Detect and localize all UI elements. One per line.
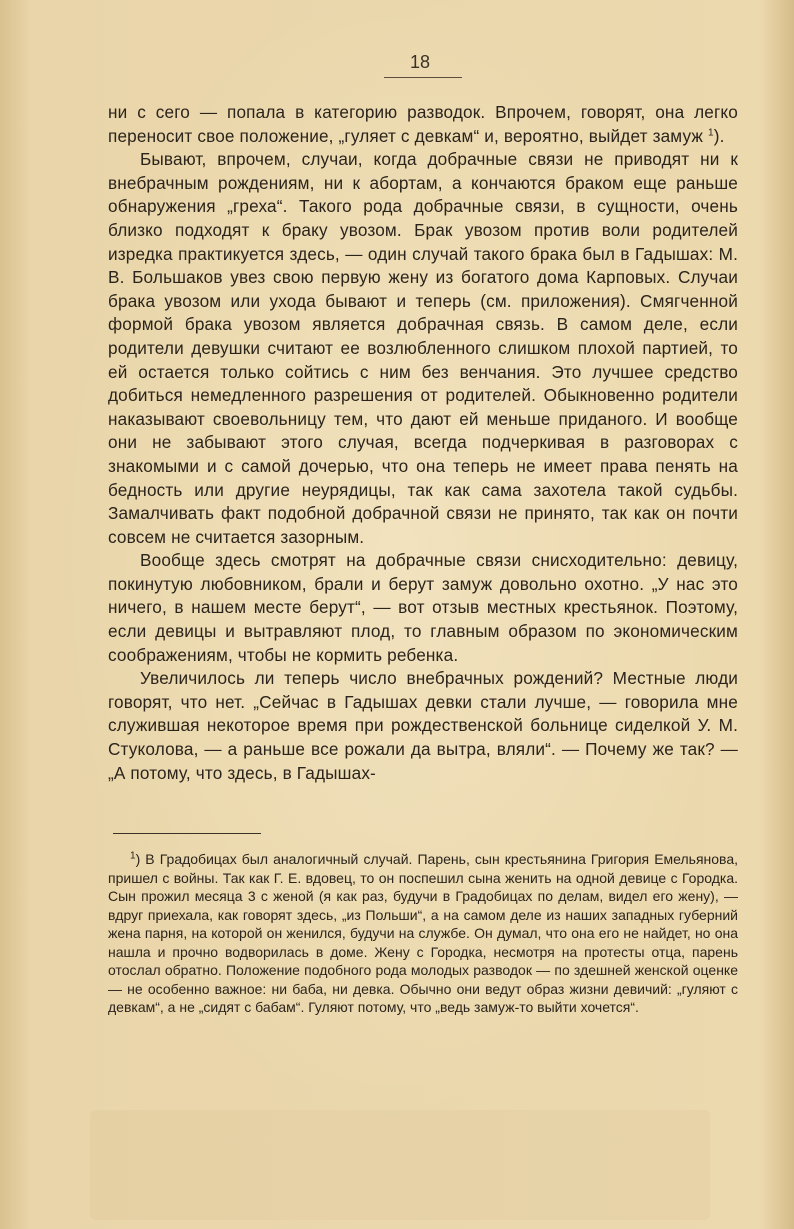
page-number: 18	[409, 52, 431, 72]
paragraph: Бывают, впрочем, случаи, когда добрачные связи не приводят ни к внебрачным рождениям, ни к абортам, а кончаются браком еще раньше обнаружения „греха“. Такого рода добрачные связи, в сущности, очень близко подходят к браку увозом. Брак увозом против воли родителей изредка практикуется здесь, — один случай такого брака был в Гадышах: М. В. Большаков увез свою первую жену из богатого дома Карповых. Случаи брака увозом или ухода бывают и теперь (см. приложения). Смягченной формой брака увозом является добрачная связь. В самом деле, если родители девушки считают ее возлюбленного слишком плохой партией, то ей остается только сойтись с ним без венчания. Это лучшее средство добиться немедленного разрешения от родителей. Обыкновенно родители наказывают своевольницу тем, что дают ей меньше приданого. И вообще они не забывают этого случая, всегда подчеркивая в разговорах с знакомыми и с самой дочерью, что она теперь не имеет права пенять на бедность или другие неурядицы, так как сама захотела такой судьбы. Замалчивать факт подобной добрачной связи не принято, так как он почти совсем не считается зазорным.	[108, 149, 738, 547]
footnote-separator	[113, 833, 261, 834]
paragraph-tail: ).	[713, 125, 725, 146]
paragraph	[108, 101, 738, 148]
paragraph: Увеличилось ли теперь число внебрачных рождений? Местные люди говорят, что нет. „Сейчас в Гадышах девки стали лучше, — говорила мне служившая некоторое время при рождественской больнице сиделкой У. М. Стуколова, — а раньше все рожали да вытра, вляли“. — Почему же так? — „А потому, что здесь, в Гадышах-	[108, 668, 738, 783]
footnote-text: ) В Градобицах был аналогичный случай. Парень, сын крестьянина Григория Емельянова, пришел с войны. Так как Г. Е. вдовец, то он поспешил сына женить на одной девице с Городка. Сын прожил месяца 3 с женой (я как раз, будучи в Градобицах по делам, видел его жену), — вдруг приехала, как говорят здесь, „из Польши“, а на самом деле из наших западных губерний жена парня, на которой он женился, будучи на службе. Он думал, что она его не найдет, но она нашла и прочно водворилась в доме. Жену с Городка, несмотря на протесты отца, парень отослал обратно. Положение подобного рода молодых разводок — по здешней женской оценке — не особенно важное: ни баба, ни девка. Обычно они ведут образ жизни девичий: „гуляют с девкам“, а не „сидят с бабам“. Гуляют потому, что „ведь замуж-то выйти хочется“.	[108, 851, 738, 1015]
paragraph-text: ни с сего — попала в категорию разводок. Впрочем, говорят, она легко переносит свое положение, „гуляет с девкам“ и, вероятно, выйдет замуж	[108, 102, 738, 146]
footnote-ref[interactable]: 1	[708, 126, 714, 138]
paragraph: Вообще здесь смотрят на добрачные связи снисходительно: девицу, покинутую любовником, брали и берут замуж довольно охотно. „У нас это ничего, в нашем месте берут“, — вот отзыв местных крестьянок. Поэтому, если девицы и вытравляют плод, то главным образом по экономическим соображениям, чтобы не кормить ребенка.	[108, 550, 738, 665]
footnotes	[108, 850, 738, 1017]
page-number-rule	[384, 77, 462, 78]
footnote	[108, 850, 738, 1017]
main-text	[108, 101, 738, 785]
footnote-mark: 1	[130, 850, 136, 862]
paper-stain	[90, 1110, 710, 1220]
